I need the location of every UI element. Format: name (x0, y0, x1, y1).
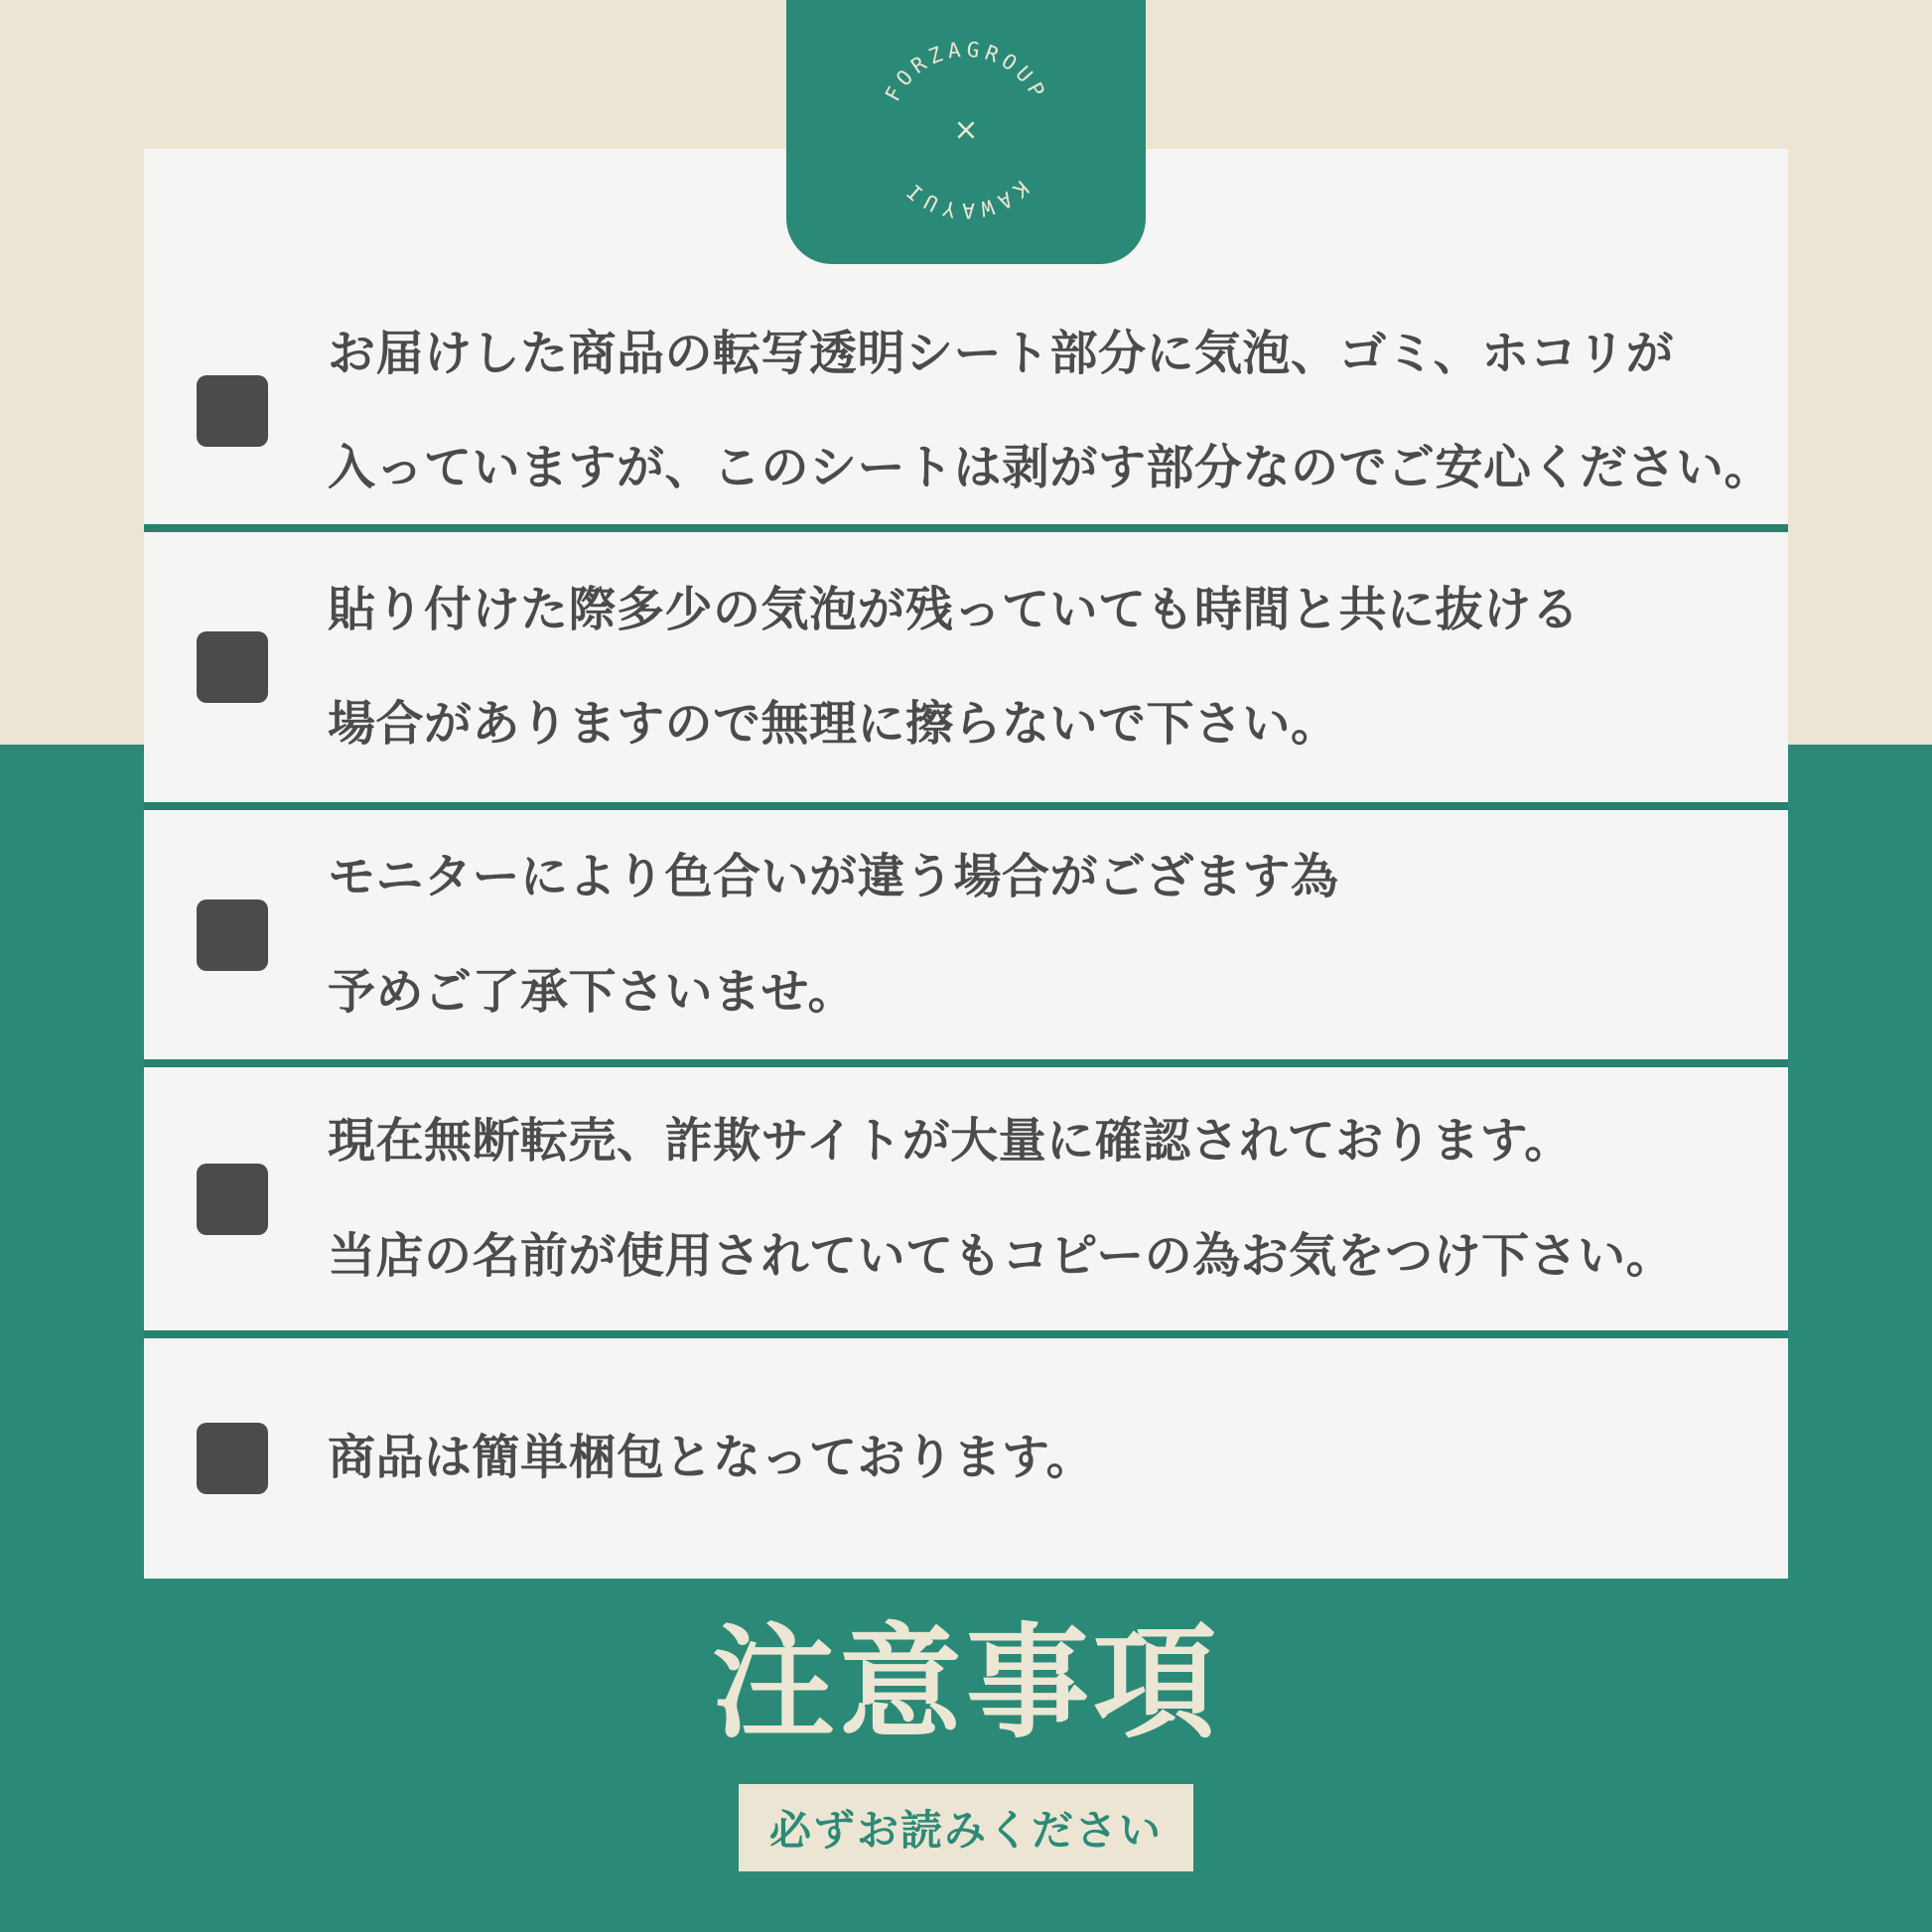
notice-text-2 (328, 553, 1580, 781)
notice-item-4 (144, 1067, 1788, 1330)
checkbox-bullet-icon (197, 899, 268, 971)
checkbox-bullet-icon (197, 1164, 268, 1235)
notice-item-5 (144, 1338, 1788, 1579)
notice-line: 当店の名前が使用されていてもコピーの為お気をつけ下さい。 (328, 1229, 1675, 1283)
read-notice-badge (739, 1784, 1193, 1871)
checkbox-bullet-icon (197, 631, 268, 703)
brand-logo-arc-top: FORZAGROUP (880, 37, 1052, 106)
checkbox-bullet-icon (197, 1423, 268, 1494)
notice-line: 入っていますが、このシートは剥がす部分なのでご安心ください。 (328, 442, 1773, 494)
section-divider (144, 802, 1788, 810)
notice-line: 現在無断転売、詐欺サイトが大量に確認されております。 (328, 1115, 1573, 1169)
read-notice-badge-label: 必ずお読みください (768, 1807, 1163, 1854)
brand-logo-x-icon: × (953, 112, 979, 148)
notice-item-2 (144, 532, 1788, 802)
brand-logo (786, 0, 1146, 264)
notice-item-3 (144, 810, 1788, 1059)
checkbox-bullet-icon (197, 375, 268, 447)
section-divider (144, 524, 1788, 532)
notice-text-5 (328, 1401, 1094, 1515)
notice-text-1 (328, 297, 1772, 525)
notice-text-4 (328, 1084, 1674, 1312)
section-divider (144, 1330, 1788, 1338)
notice-line: 場合がありますので無理に擦らないで下さい。 (328, 698, 1339, 751)
notice-card (144, 149, 1788, 1579)
notice-line: モニターにより色合いが違う場合がござます為 (328, 851, 1339, 904)
notice-line: お届けした商品の転写透明シート部分に気泡、ゴミ、ホコリが (328, 327, 1675, 380)
brand-tab (786, 0, 1146, 264)
notice-text-3 (328, 820, 1339, 1048)
page-title: 注意事項 (711, 1615, 1221, 1752)
brand-logo-arc-bottom: KAWAYUI (898, 176, 1034, 222)
section-divider (144, 1059, 1788, 1067)
notice-line: 貼り付けた際多少の気泡が残っていても時間と共に抜ける (328, 583, 1581, 636)
notice-line: 商品は簡単梱包となっております。 (328, 1432, 1095, 1485)
notice-line: 予めご了承下さいませ。 (328, 965, 857, 1019)
